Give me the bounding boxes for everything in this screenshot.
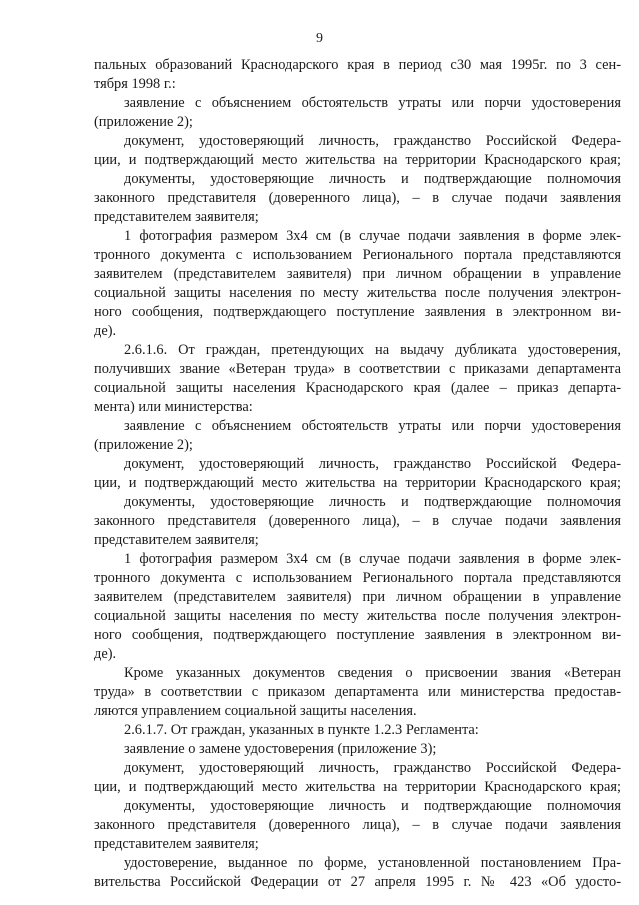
text-line: ного сообщения, подтверждающего поступление заявления в электронном ви- bbox=[94, 304, 621, 320]
text-line: социальной защиты населения по месту жительства после получения электрон- bbox=[94, 285, 621, 301]
text-line: документ, удостоверяющий личность, гражданство Российской Федера- bbox=[124, 456, 621, 472]
text-line: ного сообщения, подтверждающего поступление заявления в электронном ви- bbox=[94, 627, 621, 643]
text-line: заявление о замене удостоверения (приложение 3); bbox=[124, 741, 437, 757]
text-line: 2.6.1.7. От граждан, указанных в пункте 1.2.3 Регламента: bbox=[124, 722, 479, 738]
text-line: мента) или министерства: bbox=[94, 399, 253, 415]
text-line: документы, удостоверяющие личность и подтверждающие полномочия bbox=[124, 171, 621, 187]
text-line: заявление с объяснением обстоятельств утраты или порчи удостоверения bbox=[124, 95, 621, 111]
text-line: тронного документа с использованием Регионального портала представляются bbox=[94, 570, 621, 586]
text-line: удостоверение, выданное по форме, установленной постановлением Пра- bbox=[124, 855, 621, 871]
text-line: 1 фотография размером 3х4 см (в случае подачи заявления в форме элек- bbox=[124, 228, 621, 244]
text-line: документ, удостоверяющий личность, гражданство Российской Федера- bbox=[124, 760, 621, 776]
text-line: документ, удостоверяющий личность, гражданство Российской Федера- bbox=[124, 133, 621, 149]
text-line: де). bbox=[94, 646, 117, 662]
text-line: представителем заявителя; bbox=[94, 532, 259, 548]
text-line: представителем заявителя; bbox=[94, 836, 259, 852]
text-line: законного представителя (доверенного лица), – в случае подачи заявления bbox=[94, 190, 621, 206]
text-line: заявителем (представителем заявителя) при личном обращении в управление bbox=[94, 589, 621, 605]
text-line: Кроме указанных документов сведения о присвоении звания «Ветеран bbox=[124, 665, 621, 681]
text-line: представителем заявителя; bbox=[94, 209, 259, 225]
text-line: ции, и подтверждающий место жительства на территории Краснодарского края; bbox=[94, 779, 621, 795]
text-line: получивших звание «Ветеран труда» в соответствии с приказами департамента bbox=[94, 361, 621, 377]
text-line: пальных образований Краснодарского края в период с30 мая 1995г. по 3 сен- bbox=[94, 57, 621, 73]
text-line: законного представителя (доверенного лица), – в случае подачи заявления bbox=[94, 513, 621, 529]
text-line: ции, и подтверждающий место жительства на территории Краснодарского края; bbox=[94, 475, 621, 491]
text-line: вительства Российской Федерации от 27 апреля 1995 г. № 423 «Об удосто- bbox=[94, 874, 621, 890]
text-line: тронного документа с использованием Регионального портала представляются bbox=[94, 247, 621, 263]
text-line: документы, удостоверяющие личность и подтверждающие полномочия bbox=[124, 494, 621, 510]
text-line: заявление с объяснением обстоятельств утраты или порчи удостоверения bbox=[124, 418, 621, 434]
text-line: де). bbox=[94, 323, 117, 339]
text-line: 1 фотография размером 3х4 см (в случае подачи заявления в форме элек- bbox=[124, 551, 621, 567]
text-line: (приложение 2); bbox=[94, 437, 193, 453]
page-number: 9 bbox=[316, 31, 323, 46]
text-line: (приложение 2); bbox=[94, 114, 193, 130]
text-line: ляются управлением социальной защиты населения. bbox=[94, 703, 417, 719]
text-line: документы, удостоверяющие личность и подтверждающие полномочия bbox=[124, 798, 621, 814]
text-line: социальной защиты населения по месту жительства после получения электрон- bbox=[94, 608, 621, 624]
text-line: 2.6.1.6. От граждан, претендующих на выдачу дубликата удостоверения, bbox=[124, 342, 621, 358]
text-line: законного представителя (доверенного лица), – в случае подачи заявления bbox=[94, 817, 621, 833]
text-line: заявителем (представителем заявителя) при личном обращении в управление bbox=[94, 266, 621, 282]
text-line: труда» в соответствии с приказом департамента или министерства предостав- bbox=[94, 684, 621, 700]
text-line: социальной защиты населения Краснодарского края (далее – приказ департа- bbox=[94, 380, 621, 396]
text-line: ции, и подтверждающий место жительства на территории Краснодарского края; bbox=[94, 152, 621, 168]
text-line: тября 1998 г.: bbox=[94, 76, 176, 92]
